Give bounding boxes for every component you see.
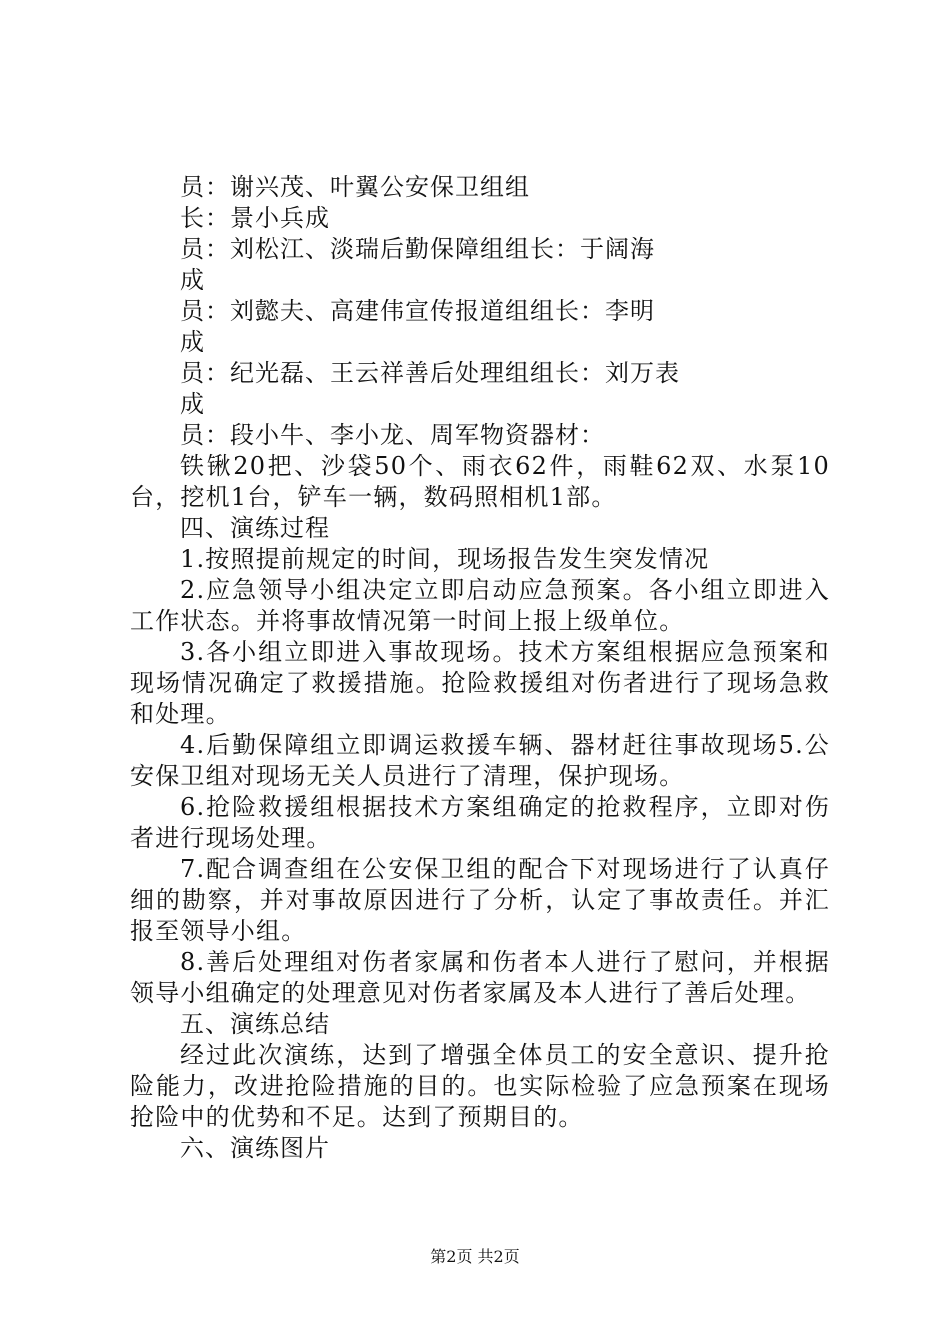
process-step-6: 6.抢险救援组根据技术方案组确定的抢救程序，立即对伤者进行现场处理。 <box>130 793 830 852</box>
member-label-line: 成 <box>180 390 205 418</box>
document-body <box>130 172 830 1164</box>
member-label-line: 成 <box>180 266 205 294</box>
section-heading-pictures: 六、演练图片 <box>180 1134 330 1162</box>
member-line: 员：段小牛、李小龙、周军物资器材： <box>180 421 605 449</box>
page-footer: 第2页 共2页 <box>430 1247 520 1266</box>
summary-paragraph: 经过此次演练，达到了增强全体员工的安全意识、提升抢险能力，改进抢险措施的目的。也实际检验了应急预案在现场抢险中的优势和不足。达到了预期目的。 <box>130 1041 830 1131</box>
materials-paragraph: 铁锹20把、沙袋50个、雨衣62件，雨鞋62双、水泵10台，挖机1台，铲车一辆，数码照相机1部。 <box>130 452 830 511</box>
process-step-4: 4.后勤保障组立即调运救援车辆、器材赶往事故现场5.公安保卫组对现场无关人员进行了清理，保护现场。 <box>130 731 830 790</box>
member-label-line: 成 <box>180 328 205 356</box>
section-heading-summary: 五、演练总结 <box>180 1010 330 1038</box>
process-step-7: 7.配合调查组在公安保卫组的配合下对现场进行了认真仔细的勘察，并对事故原因进行了分析，认定了事故责任。并汇报至领导小组。 <box>130 855 830 945</box>
process-step-3: 3.各小组立即进入事故现场。技术方案组根据应急预案和现场情况确定了救援措施。抢险救援组对伤者进行了现场急救和处理。 <box>130 638 830 728</box>
leader-line: 长：景小兵成 <box>180 204 330 232</box>
member-line: 员：刘松江、淡瑞后勤保障组组长：于阔海 <box>180 235 655 263</box>
process-step-1: 1.按照提前规定的时间，现场报告发生突发情况 <box>180 545 710 573</box>
process-step-8: 8.善后处理组对伤者家属和伤者本人进行了慰问，并根据领导小组确定的处理意见对伤者家属及本人进行了善后处理。 <box>130 948 830 1007</box>
member-line: 员：纪光磊、王云祥善后处理组组长：刘万表 <box>180 359 680 387</box>
member-line: 员：谢兴茂、叶翼公安保卫组组 <box>180 173 530 201</box>
process-step-2: 2.应急领导小组决定立即启动应急预案。各小组立即进入工作状态。并将事故情况第一时间上报上级单位。 <box>130 576 830 635</box>
member-line: 员：刘懿夫、高建伟宣传报道组组长：李明 <box>180 297 655 325</box>
section-heading-process: 四、演练过程 <box>180 514 330 542</box>
